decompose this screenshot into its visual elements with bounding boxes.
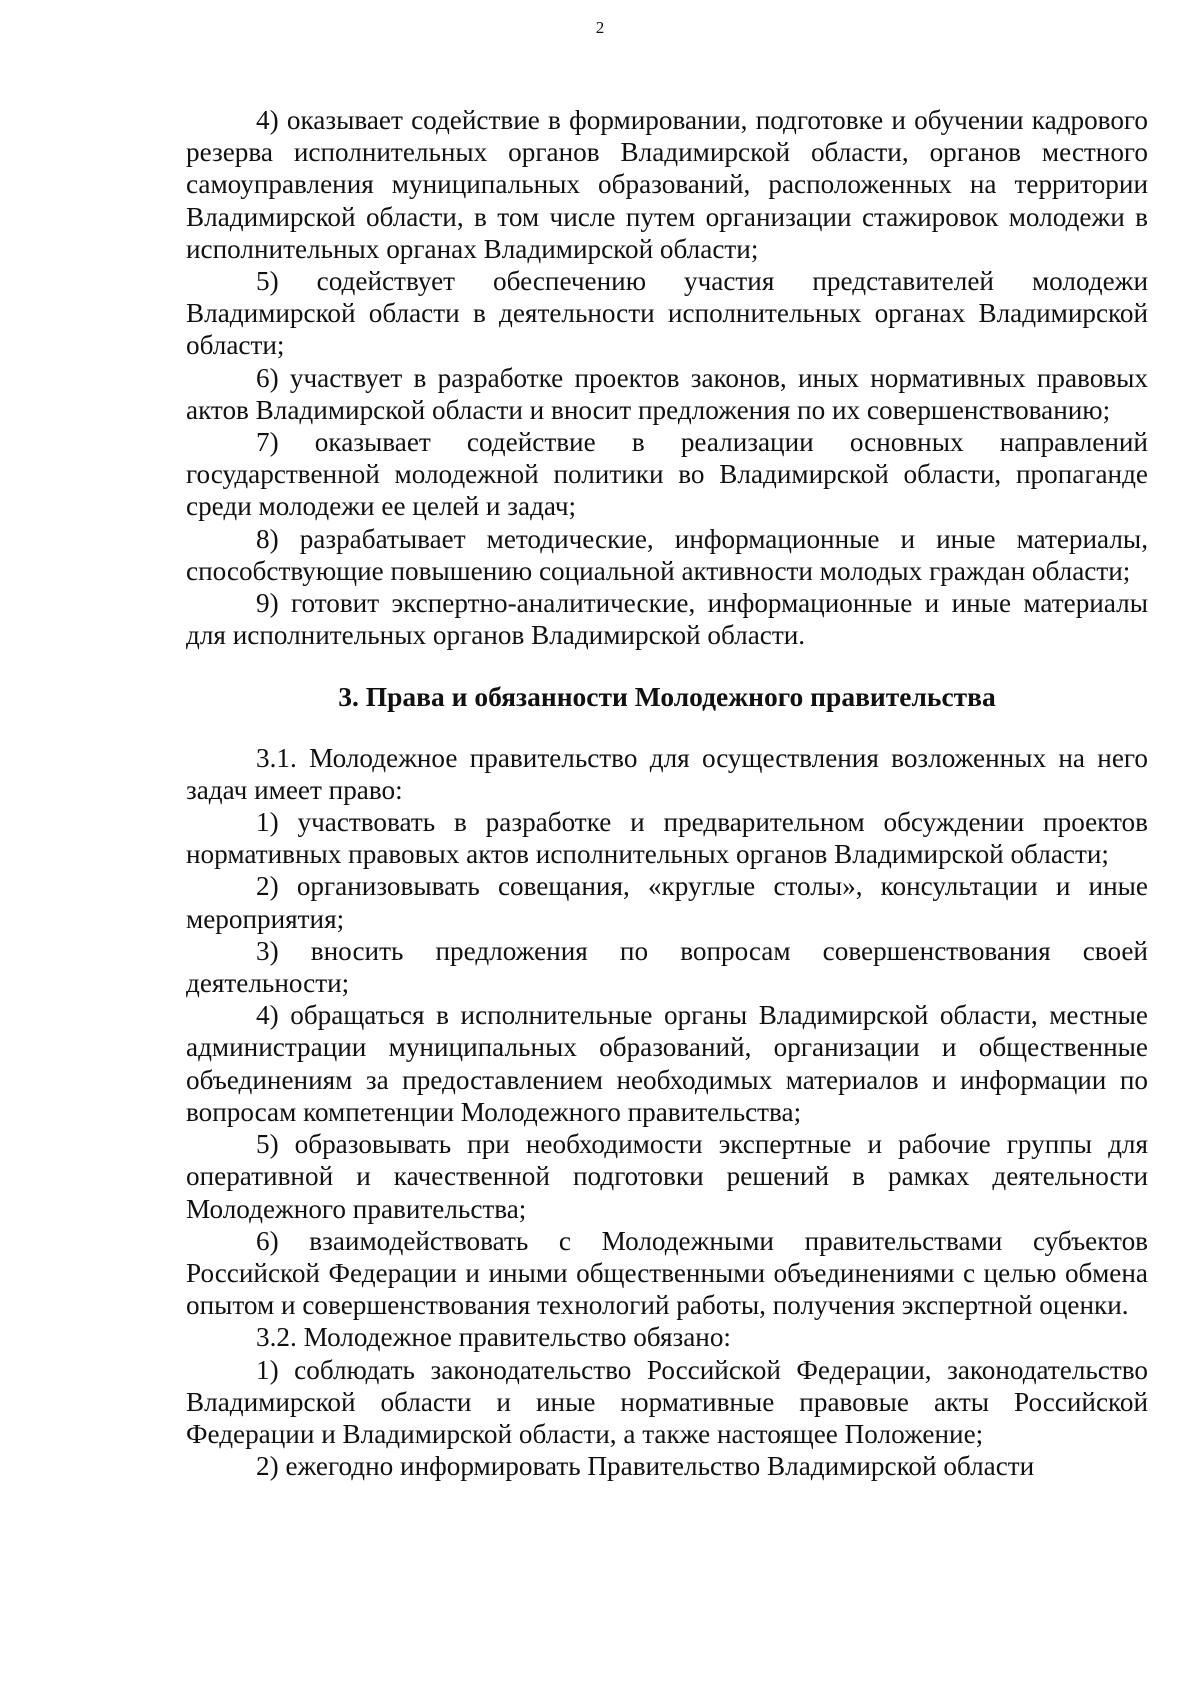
paragraph-3-1-item-5: 5) образовывать при необходимости экспертные и рабочие группы для оперативной и качественной подготовки решений в рамках деятельности Молодежного правительства; (186, 1129, 1148, 1224)
paragraph-item-5: 5) содействует обеспечению участия представителей молодежи Владимирской области в деятельности исполнительных органах Владимирской области; (186, 266, 1148, 361)
paragraph-3-1-item-3: 3) вносить предложения по вопросам совершенствования своей деятельности; (186, 935, 1148, 999)
paragraph-item-7: 7) оказывает содействие в реализации основных направлений государственной молодежной политики во Владимирской области, пропаганде среди молодежи ее целей и задач; (186, 427, 1148, 522)
paragraph-item-6: 6) участвует в разработке проектов законов, иных нормативных правовых актов Владимирской области и вносит предложения по их совершенствованию; (186, 362, 1148, 425)
paragraph-3-1: 3.1. Молодежное правительство для осуществления возложенных на него задач имеет право: (186, 742, 1148, 805)
page-number: 2 (595, 18, 605, 37)
paragraph-3-2-item-2: 2) ежегодно информировать Правительство Владимирской области (256, 1451, 1035, 1482)
document-body (186, 104, 1148, 1482)
paragraph-3-1-item-2: 2) организовывать совещания, «круглые столы», консультации и иные мероприятия; (186, 871, 1148, 934)
paragraph-item-4: 4) оказывает содействие в формировании, подготовке и обучении кадрового резерва исполнительных органов Владимирской области, органов местного самоуправления муниципальных образований, расположенных на территории Владимирской области, в том числе путем организации стажировок молодежи в исполнительных органах Владимирской области; (186, 105, 1148, 264)
paragraph-3-2: 3.2. Молодежное правительство обязано: (256, 1322, 731, 1353)
paragraph-3-1-item-4: 4) обращаться в исполнительные органы Владимирской области, местные администрации муниципальных образований, организации и общественные объединениям за предоставлением необходимых материалов и информации по вопросам компетенции Молодежного правительства; (186, 1000, 1148, 1127)
paragraph-item-8: 8) разрабатывает методические, информационные и иные материалы, способствующие повышению социальной активности молодых граждан области; (186, 523, 1148, 586)
paragraph-3-1-item-1: 1) участвовать в разработке и предварительном обсуждении проектов нормативных правовых актов исполнительных органов Владимирской области; (186, 807, 1148, 870)
section-heading: 3. Права и обязанности Молодежного правительства (338, 681, 996, 713)
paragraph-3-2-item-1: 1) соблюдать законодательство Российской Федерации, законодательство Владимирской области и иные нормативные правовые акты Российской Федерации и Владимирской области, а также настоящее Положение; (186, 1354, 1148, 1449)
paragraph-3-1-item-6: 6) взаимодействовать с Молодежными правительствами субъектов Российской Федерации и иными общественными объединениями с целью обмена опытом и совершенствования технологий работы, получения экспертной оценки. (186, 1225, 1148, 1321)
paragraph-item-9: 9) готовит экспертно-аналитические, информационные и иные материалы для исполнительных органов Владимирской области. (186, 588, 1148, 651)
